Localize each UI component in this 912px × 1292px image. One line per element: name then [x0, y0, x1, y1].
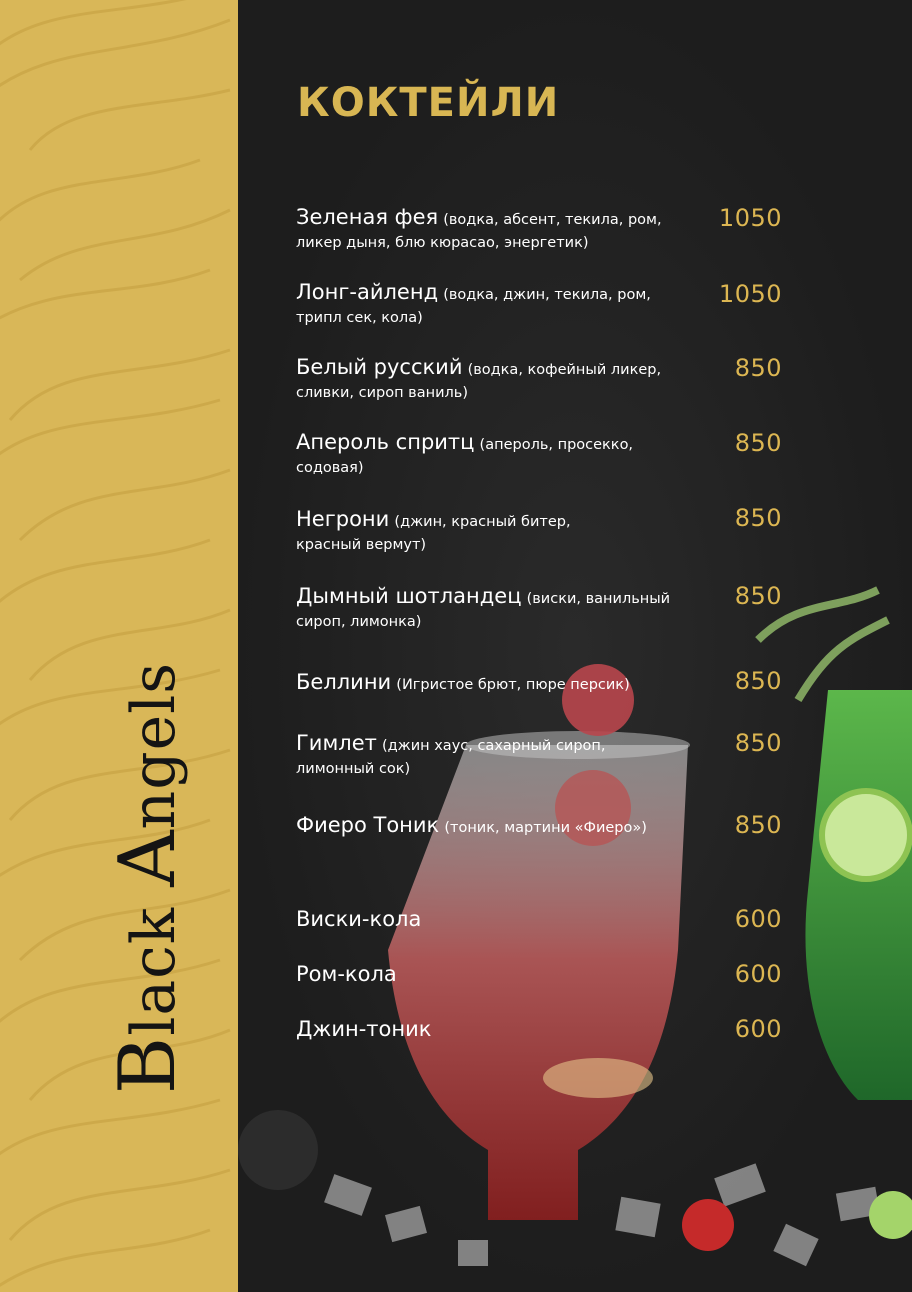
item-description-line2: лимонный сок): [296, 761, 411, 777]
menu-item: [296, 507, 676, 553]
item-price: 1050: [718, 280, 782, 308]
item-description-line2: сироп, лимонка): [296, 614, 422, 630]
item-price: 600: [734, 1015, 782, 1043]
feather-pattern: [0, 0, 238, 1292]
menu-item: [296, 280, 676, 326]
item-description: (апероль, просекко,: [479, 437, 634, 453]
cocktail-photo: [238, 0, 912, 1292]
menu-item: [296, 813, 676, 837]
menu-item: [296, 430, 676, 476]
item-price: 850: [734, 504, 782, 532]
item-description: (джин, красный битер,: [394, 514, 571, 530]
item-name: Ром-кола: [296, 962, 397, 986]
item-description-line2: сливки, сироп ваниль): [296, 385, 468, 401]
gold-sidebar: [0, 0, 238, 1292]
brand-logo: [103, 662, 193, 1094]
page-title: КОКТЕЙЛИ: [297, 80, 560, 126]
item-price: 850: [734, 429, 782, 457]
brand-letter: B: [103, 1035, 193, 1095]
item-price: 600: [734, 905, 782, 933]
item-price: 850: [734, 729, 782, 757]
item-description: (водка, абсент, текила, ром,: [443, 212, 662, 228]
item-name: Гимлет: [296, 731, 377, 755]
item-name: Лонг-айленд: [296, 280, 439, 304]
brand-letters: ngels: [119, 661, 189, 830]
menu-item: [296, 584, 676, 630]
item-price: 850: [734, 667, 782, 695]
brand-space: [119, 887, 189, 907]
item-name: Беллини: [296, 670, 392, 694]
menu-item: [296, 962, 676, 986]
item-price: 850: [734, 354, 782, 382]
brand-letter: A: [103, 829, 193, 887]
menu-item: [296, 355, 676, 401]
item-price: 850: [734, 811, 782, 839]
menu-item: [296, 1017, 676, 1041]
item-name: Джин-тоник: [296, 1017, 432, 1041]
menu-item: [296, 731, 676, 777]
item-description: (водка, джин, текила, ром,: [443, 287, 651, 303]
item-description: (виски, ванильный: [526, 591, 671, 607]
menu-item: [296, 670, 676, 694]
item-description: (Игристое брют, пюре персик): [396, 677, 630, 693]
item-name: Виски-кола: [296, 907, 422, 931]
item-name: Зеленая фея: [296, 205, 439, 229]
brand-letters: lack: [119, 906, 189, 1036]
item-name: Дымный шотландец: [296, 584, 522, 608]
menu-item: [296, 907, 676, 931]
menu-item: [296, 205, 676, 251]
item-description: (джин хаус, сахарный сироп,: [381, 738, 606, 754]
item-description-line2: содовая): [296, 460, 364, 476]
item-name: Белый русский: [296, 355, 463, 379]
item-name: Апероль спритц: [296, 430, 475, 454]
item-description-line2: красный вермут): [296, 537, 427, 553]
item-description-line2: ликер дыня, блю кюрасао, энергетик): [296, 235, 589, 251]
menu-main-panel: [238, 0, 912, 1292]
item-description: (водка, кофейный ликер,: [467, 362, 662, 378]
item-price: 850: [734, 582, 782, 610]
item-price: 1050: [718, 204, 782, 232]
item-price: 600: [734, 960, 782, 988]
item-description-line2: трипл сек, кола): [296, 310, 423, 326]
item-name: Негрони: [296, 507, 390, 531]
item-name: Фиеро Тоник: [296, 813, 440, 837]
item-description: (тоник, мартини «Фиеро»): [444, 820, 647, 836]
